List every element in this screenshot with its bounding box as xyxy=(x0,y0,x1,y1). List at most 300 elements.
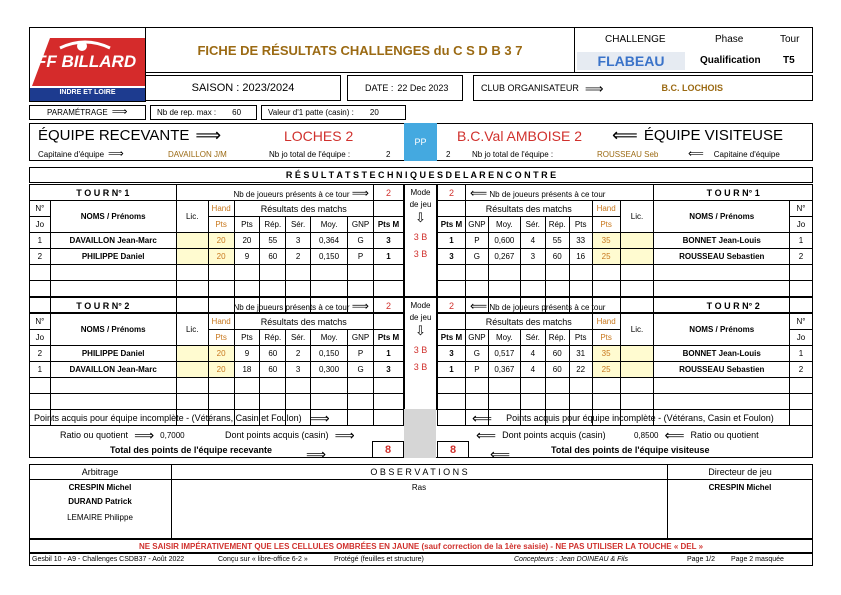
results-header: Résultats des matchs xyxy=(234,314,373,330)
arrow-left-icon: ⟸ xyxy=(469,298,488,313)
player-name: DAVAILLON Jean-Marc xyxy=(50,233,176,249)
home-tour-table xyxy=(29,297,404,426)
home-present-cell xyxy=(176,185,373,201)
empty-cell xyxy=(234,394,260,410)
names-header: NOMS / Prénoms xyxy=(50,201,176,233)
club-label: CLUB ORGANISATEUR xyxy=(481,83,579,93)
ser-value: 3 xyxy=(286,233,311,249)
rep-header: Rép. xyxy=(545,217,569,233)
param-label-box xyxy=(29,105,146,120)
empty-cell xyxy=(569,281,592,297)
mode-value: 3 B xyxy=(413,345,428,355)
ser-header: Sér. xyxy=(286,330,311,346)
away-captain-label: Capitaine d'équipe xyxy=(713,150,780,159)
phase-value: Qualification xyxy=(700,55,761,66)
empty-cell xyxy=(50,394,176,410)
rep-header: Rép. xyxy=(260,330,286,346)
rep-value: 60 xyxy=(260,346,286,362)
results-header: Résultats des matchs xyxy=(234,201,373,217)
empty-cell xyxy=(520,394,545,410)
empty-cell xyxy=(438,394,466,410)
lic-header: Lic. xyxy=(620,201,654,233)
hand-header: Hand xyxy=(208,201,234,217)
empty-cell xyxy=(438,265,466,281)
arrow-down-icon: ⇩ xyxy=(415,323,426,338)
home-captain-label: Capitaine d'équipe xyxy=(38,150,105,159)
no-header: N° xyxy=(790,314,813,330)
arrow-left-icon: ⟸ xyxy=(688,148,704,160)
table-row xyxy=(438,233,813,249)
away-present-cell xyxy=(465,185,654,201)
mode-value: 3 B xyxy=(413,362,428,372)
player-no: 2 xyxy=(30,249,51,265)
moy-value: 0,364 xyxy=(310,233,347,249)
ser-value: 4 xyxy=(520,362,545,378)
moy-value: 0,150 xyxy=(310,249,347,265)
away-total-label: Nb jo total de l'équipe : xyxy=(472,150,554,159)
hand-value: 35 xyxy=(592,346,620,362)
table-row xyxy=(438,249,813,265)
rep-value: 60 xyxy=(545,346,569,362)
empty-cell xyxy=(545,378,569,394)
empty-cell xyxy=(520,265,545,281)
jo-header: Jo xyxy=(30,330,51,346)
date-value: 22 Dec 2023 xyxy=(397,83,449,93)
lic-input[interactable] xyxy=(176,233,208,249)
gnp-value: G xyxy=(348,362,374,378)
player-no: 1 xyxy=(30,233,51,249)
away-total-value: 2 xyxy=(446,150,451,159)
empty-cell xyxy=(488,265,520,281)
table-row xyxy=(30,378,404,394)
arrow-left-icon: ⟸ xyxy=(490,446,511,462)
ptsm-header: Pts M xyxy=(438,330,466,346)
pts-header: Pts xyxy=(569,330,592,346)
empty-cell xyxy=(208,394,234,410)
param-label: PARAMÉTRAGE xyxy=(47,108,108,117)
arrow-left-icon: ⟸ xyxy=(472,410,493,426)
arrow-right-icon: ⟹ xyxy=(111,106,128,118)
mode-column xyxy=(404,184,437,297)
empty-cell xyxy=(620,265,654,281)
home-ratio-row xyxy=(60,428,185,442)
empty-cell xyxy=(30,281,51,297)
observations-text: Ras xyxy=(411,482,427,492)
empty-cell xyxy=(260,281,286,297)
empty-cell xyxy=(790,265,813,281)
arrow-left-icon: ⟸ xyxy=(469,185,488,200)
home-captain-name: DAVAILLON J/M xyxy=(168,150,227,159)
empty-cell xyxy=(620,281,654,297)
player-no: 1 xyxy=(790,233,813,249)
home-present-value: 2 xyxy=(373,185,403,201)
tour-label: Tour xyxy=(780,34,800,45)
pts-value: 18 xyxy=(234,362,260,378)
away-ratio-value: 0,8500 xyxy=(634,430,659,440)
lic-header: Lic. xyxy=(620,314,654,346)
arbitre-name: DURAND Patrick xyxy=(68,496,132,506)
ser-value: 2 xyxy=(286,249,311,265)
empty-cell xyxy=(620,378,654,394)
empty-cell xyxy=(176,281,208,297)
home-tour-label: T O U R N° 1 xyxy=(30,185,177,201)
away-total-points: 8 xyxy=(437,441,469,458)
ser-value: 4 xyxy=(520,233,545,249)
rep-header: Rép. xyxy=(260,217,286,233)
date-field xyxy=(347,75,463,101)
ptsm-spacer xyxy=(373,201,403,217)
empty-cell xyxy=(286,394,311,410)
ptsm-value: 1 xyxy=(373,249,403,265)
no-header: N° xyxy=(30,201,51,217)
gnp-value: G xyxy=(348,233,374,249)
patte-value: 20 xyxy=(369,108,379,117)
empty-cell xyxy=(234,378,260,394)
away-tour-table xyxy=(437,297,813,426)
empty-cell xyxy=(620,394,654,410)
lic-input[interactable] xyxy=(620,362,654,378)
mode-header: de jeu xyxy=(409,200,432,209)
hand-pts-header: Pts xyxy=(592,330,620,346)
empty-cell xyxy=(790,378,813,394)
empty-cell xyxy=(592,265,620,281)
hand-pts-header: Pts xyxy=(592,217,620,233)
table-row xyxy=(438,394,813,410)
ptsm-spacer xyxy=(373,314,403,330)
logo-box xyxy=(29,27,146,102)
no-header: N° xyxy=(30,314,51,330)
empty-cell xyxy=(30,394,51,410)
home-incomplete-label: Points acquis pour équipe incomplète - (Vétérans, Casin et Foulon) xyxy=(34,413,302,423)
empty-cell xyxy=(348,394,374,410)
bottom-designers: Concepteurs : Jean DOINEAU & Fils xyxy=(514,556,628,563)
gnp-header: GNP xyxy=(348,217,374,233)
hand-value: 20 xyxy=(208,346,234,362)
empty-cell xyxy=(592,394,620,410)
lic-input[interactable] xyxy=(176,346,208,362)
pts-value: 22 xyxy=(569,362,592,378)
moy-value: 0,300 xyxy=(310,362,347,378)
away-ratio-label: Ratio ou quotient xyxy=(690,430,759,440)
no-header: N° xyxy=(790,201,813,217)
moy-value: 0,367 xyxy=(488,362,520,378)
empty-cell xyxy=(176,265,208,281)
empty-cell xyxy=(208,265,234,281)
empty-cell xyxy=(30,378,51,394)
home-tour-label: T O U R N° 2 xyxy=(30,298,177,314)
empty-cell xyxy=(545,394,569,410)
lic-header: Lic. xyxy=(176,201,208,233)
mode-value: 3 B xyxy=(413,232,428,242)
empty-cell xyxy=(50,265,176,281)
results-header: Résultats des matchs xyxy=(465,314,592,330)
gnp-value: G xyxy=(465,346,488,362)
warning-banner: NE SAISIR IMPÉRATIVEMENT QUE LES CELLULES OMBRÉES EN JAUNE (sauf correction de la 1ère saisie) - NE PAS UTILISER LA TOUCHE « DEL » xyxy=(29,539,813,553)
empty-cell xyxy=(488,394,520,410)
ptsm-header: Pts M xyxy=(373,217,403,233)
bottom-version: Gesbil 10 - A9 - Challenges CSDB37 - Août 2022 xyxy=(32,556,185,563)
rep-value: 55 xyxy=(260,233,286,249)
home-tour-table xyxy=(29,184,404,313)
patte-value-box xyxy=(261,105,406,120)
rep-value: 60 xyxy=(260,249,286,265)
away-ratio-row xyxy=(634,428,759,442)
lic-input[interactable] xyxy=(620,249,654,265)
lic-input[interactable] xyxy=(620,233,654,249)
ptsm-spacer xyxy=(438,201,466,217)
home-ratio-value: 0,7000 xyxy=(160,430,185,440)
bottom-protection: Protégé (feuilles et structure) xyxy=(334,556,424,563)
empty-cell xyxy=(208,281,234,297)
rep-value: 55 xyxy=(545,233,569,249)
gnp-header: GNP xyxy=(348,330,374,346)
lic-input[interactable] xyxy=(620,346,654,362)
rep-value: 60 xyxy=(545,249,569,265)
away-present-value: 2 xyxy=(438,298,466,314)
empty-cell xyxy=(234,265,260,281)
empty-cell xyxy=(520,281,545,297)
club-value: B.C. LOCHOIS xyxy=(661,83,724,93)
empty-cell xyxy=(208,378,234,394)
lic-input[interactable] xyxy=(176,249,208,265)
arbitrage-label: Arbitrage xyxy=(81,467,119,477)
ptsm-value: 3 xyxy=(438,249,466,265)
ptsm-value: 1 xyxy=(438,362,466,378)
table-row xyxy=(30,394,404,410)
bottom-page: Page 1/2 xyxy=(687,556,716,563)
moy-header: Moy. xyxy=(310,330,347,346)
directeur-name: CRESPIN Michel xyxy=(708,482,772,492)
table-row xyxy=(30,281,404,297)
hand-header: Hand xyxy=(208,314,234,330)
away-team-label: ÉQUIPE VISITEUSE xyxy=(643,126,784,144)
lic-input[interactable] xyxy=(176,362,208,378)
empty-cell xyxy=(654,378,790,394)
empty-cell xyxy=(465,265,488,281)
empty-cell xyxy=(310,281,347,297)
arbitre-name: CRESPIN Michel xyxy=(68,482,132,492)
empty-cell xyxy=(488,378,520,394)
arbitre-name: LEMAIRE Philippe xyxy=(67,512,133,522)
moy-header: Moy. xyxy=(488,217,520,233)
pts-value: 20 xyxy=(234,233,260,249)
arrow-left-icon: ⟸ xyxy=(612,125,638,145)
away-tour-label: T O U R N° 1 xyxy=(654,185,813,201)
gnp-header: GNP xyxy=(465,330,488,346)
challenge-label: CHALLENGE xyxy=(605,34,666,45)
jo-header: Jo xyxy=(790,217,813,233)
home-present-value: 2 xyxy=(373,298,403,314)
ser-value: 2 xyxy=(286,346,311,362)
bottom-software: Conçu sur « libre-office 6-2 » xyxy=(218,556,308,563)
empty-cell xyxy=(569,378,592,394)
arrow-left-icon: ⟸ xyxy=(476,427,497,443)
hand-pts-header: Pts xyxy=(208,217,234,233)
player-name: BONNET Jean-Louis xyxy=(654,233,790,249)
ser-header: Sér. xyxy=(520,330,545,346)
moy-header: Moy. xyxy=(488,330,520,346)
empty-cell xyxy=(310,265,347,281)
hand-value: 20 xyxy=(208,362,234,378)
away-present-cell xyxy=(465,298,654,314)
pts-value: 9 xyxy=(234,249,260,265)
ser-value: 3 xyxy=(286,362,311,378)
empty-cell xyxy=(438,281,466,297)
empty-cell xyxy=(30,265,51,281)
ptsm-value: 3 xyxy=(373,362,403,378)
empty-cell xyxy=(286,281,311,297)
names-header: NOMS / Prénoms xyxy=(654,314,790,346)
arrow-right-icon: ⟹ xyxy=(306,446,327,462)
hand-value: 25 xyxy=(592,362,620,378)
table-row xyxy=(30,265,404,281)
arrow-right-icon: ⟹ xyxy=(195,125,222,145)
empty-cell xyxy=(373,265,403,281)
home-total-points-label: Total des points de l'équipe recevante xyxy=(110,445,273,455)
away-captain-row xyxy=(688,149,780,160)
empty-cell xyxy=(373,378,403,394)
observations-label: O B S E R V A T I O N S xyxy=(370,467,468,477)
away-captain-name: ROUSSEAU Seb xyxy=(597,150,659,159)
gnp-value: G xyxy=(465,249,488,265)
player-name: DAVAILLON Jean-Marc xyxy=(50,362,176,378)
ptsm-header: Pts M xyxy=(438,217,466,233)
moy-value: 0,150 xyxy=(310,346,347,362)
home-ratio-label: Ratio ou quotient xyxy=(60,430,129,440)
pts-value: 9 xyxy=(234,346,260,362)
patte-label: Valeur d'1 patte (casin) : xyxy=(268,108,354,117)
home-total-value: 2 xyxy=(386,150,391,159)
empty-cell xyxy=(569,265,592,281)
arrow-right-icon: ⟹ xyxy=(309,410,330,426)
empty-cell xyxy=(286,378,311,394)
empty-cell xyxy=(176,378,208,394)
ptsm-value: 1 xyxy=(373,346,403,362)
pts-header: Pts xyxy=(234,330,260,346)
hand-header: Hand xyxy=(592,314,620,330)
empty-cell xyxy=(654,265,790,281)
gnp-value: P xyxy=(465,233,488,249)
away-label-row xyxy=(612,126,783,144)
home-casin-row xyxy=(225,428,355,442)
moy-header: Moy. xyxy=(310,217,347,233)
names-header: NOMS / Prénoms xyxy=(654,201,790,233)
observations-divider xyxy=(29,479,813,480)
gnp-header: GNP xyxy=(465,217,488,233)
home-team-label: ÉQUIPE RECEVANTE xyxy=(38,126,190,144)
empty-cell xyxy=(348,265,374,281)
table-row xyxy=(438,346,813,362)
empty-cell xyxy=(488,281,520,297)
home-incomplete-row xyxy=(34,411,330,425)
table-row xyxy=(30,346,404,362)
empty-cell xyxy=(545,281,569,297)
ptsm-value: 3 xyxy=(438,346,466,362)
mode-value: 3 B xyxy=(413,249,428,259)
table-row xyxy=(30,249,404,265)
away-tour-table xyxy=(437,184,813,313)
empty-cell xyxy=(438,378,466,394)
arrow-down-icon: ⇩ xyxy=(415,210,426,225)
jo-header: Jo xyxy=(790,330,813,346)
empty-cell xyxy=(790,281,813,297)
empty-cell xyxy=(592,281,620,297)
empty-cell xyxy=(545,265,569,281)
player-no: 2 xyxy=(30,346,51,362)
gnp-value: P xyxy=(348,346,374,362)
empty-cell xyxy=(310,378,347,394)
ptsm-header: Pts M xyxy=(373,330,403,346)
mode-header: Mode xyxy=(410,301,431,310)
ser-header: Sér. xyxy=(286,217,311,233)
bottom-page-hidden: Page 2 masquée xyxy=(731,556,784,563)
empty-cell xyxy=(520,378,545,394)
pp-badge: PP xyxy=(404,123,437,161)
rep-max-label: Nb de rep. max : xyxy=(157,108,217,117)
pts-value: 31 xyxy=(569,346,592,362)
empty-cell xyxy=(50,378,176,394)
logo-sub-text: INDRE ET LOIRE xyxy=(59,89,116,96)
mode-header: de jeu xyxy=(409,313,432,322)
home-label-row xyxy=(38,126,221,144)
empty-cell xyxy=(234,281,260,297)
ser-value: 4 xyxy=(520,346,545,362)
empty-cell xyxy=(373,281,403,297)
ptsm-spacer xyxy=(438,314,466,330)
arrow-left-icon: ⟸ xyxy=(664,427,685,443)
saison: SAISON : 2023/2024 xyxy=(145,75,341,101)
empty-cell xyxy=(176,394,208,410)
empty-cell xyxy=(260,378,286,394)
arrow-right-icon: ⟹ xyxy=(334,427,355,443)
empty-cell xyxy=(50,281,176,297)
empty-cell xyxy=(654,281,790,297)
challenge-box xyxy=(574,27,813,73)
home-present-label: Nb de joueurs présents à ce tour xyxy=(233,302,350,312)
empty-cell xyxy=(260,394,286,410)
away-total-points-label: Total des points de l'équipe visiteuse xyxy=(551,445,710,455)
hand-value: 35 xyxy=(592,233,620,249)
empty-cell xyxy=(465,394,488,410)
home-total-label: Nb jo total de l'équipe : xyxy=(269,150,351,159)
arrow-right-icon: ⟹ xyxy=(584,80,604,96)
away-casin-row xyxy=(476,428,606,442)
hand-value: 20 xyxy=(208,233,234,249)
table-row xyxy=(438,378,813,394)
player-no: 1 xyxy=(790,346,813,362)
table-row xyxy=(438,281,813,297)
empty-cell xyxy=(790,394,813,410)
arrow-right-icon: ⟹ xyxy=(351,185,369,200)
empty-cell xyxy=(260,265,286,281)
rep-header: Rép. xyxy=(545,330,569,346)
home-total-points: 8 xyxy=(372,441,404,458)
pts-value: 16 xyxy=(569,249,592,265)
ser-header: Sér. xyxy=(520,217,545,233)
arrow-right-icon: ⟹ xyxy=(108,148,124,160)
empty-cell xyxy=(592,378,620,394)
club-box xyxy=(473,75,813,101)
table-row xyxy=(30,362,404,378)
away-casin-label: Dont points acquis (casin) xyxy=(502,430,606,440)
away-present-label: Nb de joueurs présents à ce tour xyxy=(489,302,606,312)
ptsm-value: 3 xyxy=(373,233,403,249)
table-row xyxy=(438,362,813,378)
tour-value: T5 xyxy=(783,55,795,66)
hand-value: 25 xyxy=(592,249,620,265)
arrow-right-icon: ⟹ xyxy=(134,427,155,443)
rep-value: 60 xyxy=(545,362,569,378)
